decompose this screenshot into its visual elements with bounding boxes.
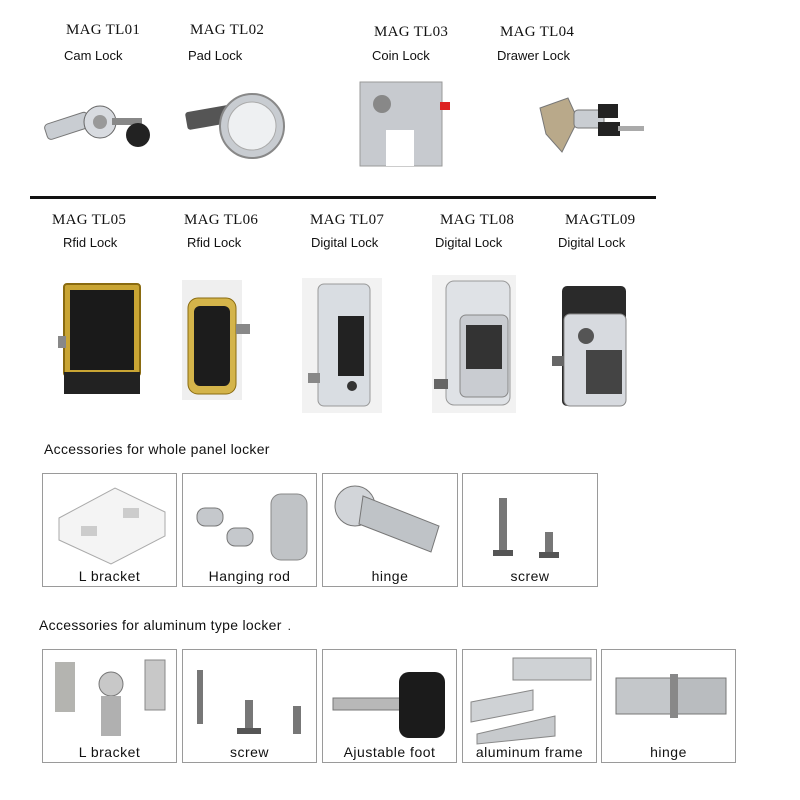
accessory-card (42, 473, 177, 587)
aluminum-accessories-title (39, 617, 291, 633)
product-name: Rfid Lock (187, 235, 242, 250)
digital-lock-image (302, 278, 382, 413)
product-code: MAG TL08 (440, 212, 515, 228)
product-code: MAG TL05 (52, 212, 127, 228)
section-divider (30, 196, 656, 199)
product-name: Digital Lock (435, 235, 503, 250)
panel-accessories-title: Accessories for whole panel locker (44, 441, 270, 457)
product-code: MAG TL04 (500, 24, 575, 40)
drawer-lock-image (538, 94, 648, 158)
accessory-card (182, 649, 317, 763)
coin-lock-image (356, 80, 456, 168)
accessory-label: screw (229, 744, 270, 760)
accessory-card (322, 473, 458, 587)
product-name: Digital Lock (558, 235, 626, 250)
accessory-card (42, 649, 177, 763)
accessory-card (601, 649, 736, 763)
cam-lock-image (40, 90, 160, 160)
accessory-card (462, 649, 597, 763)
accessory-card (462, 473, 598, 587)
product-code: MAG TL06 (184, 212, 259, 228)
accessory-label: L bracket (78, 568, 141, 584)
digital-lock-image (552, 286, 632, 411)
product-code: MAGTL09 (565, 212, 636, 228)
aluminum-title-text: Accessories for aluminum type locker (39, 617, 282, 633)
rfid-lock-image (58, 282, 148, 397)
product-name: Coin Lock (372, 48, 430, 63)
accessory-label: L bracket (78, 744, 141, 760)
accessory-label: Hanging rod (208, 568, 291, 584)
product-code: MAG TL01 (66, 22, 141, 38)
product-name: Cam Lock (64, 48, 123, 63)
product-code: MAG TL03 (374, 24, 449, 40)
product-name: Rfid Lock (63, 235, 118, 250)
product-name: Digital Lock (311, 235, 379, 250)
product-code: MAG TL07 (310, 212, 385, 228)
product-code: MAG TL02 (190, 22, 265, 38)
product-name: Drawer Lock (497, 48, 570, 63)
accessory-label: Ajustable foot (343, 744, 436, 760)
accessory-label: hinge (371, 568, 409, 584)
accessory-label: hinge (650, 744, 687, 760)
accessory-card (322, 649, 457, 763)
accessory-label: aluminum frame (475, 744, 584, 760)
pad-lock-image (184, 86, 289, 166)
product-name: Pad Lock (188, 48, 243, 63)
rfid-lock-image (180, 278, 252, 402)
accessory-label: screw (510, 568, 550, 584)
digital-lock-image (432, 275, 516, 413)
trailing-mark: . (287, 619, 292, 633)
accessory-card (182, 473, 317, 587)
